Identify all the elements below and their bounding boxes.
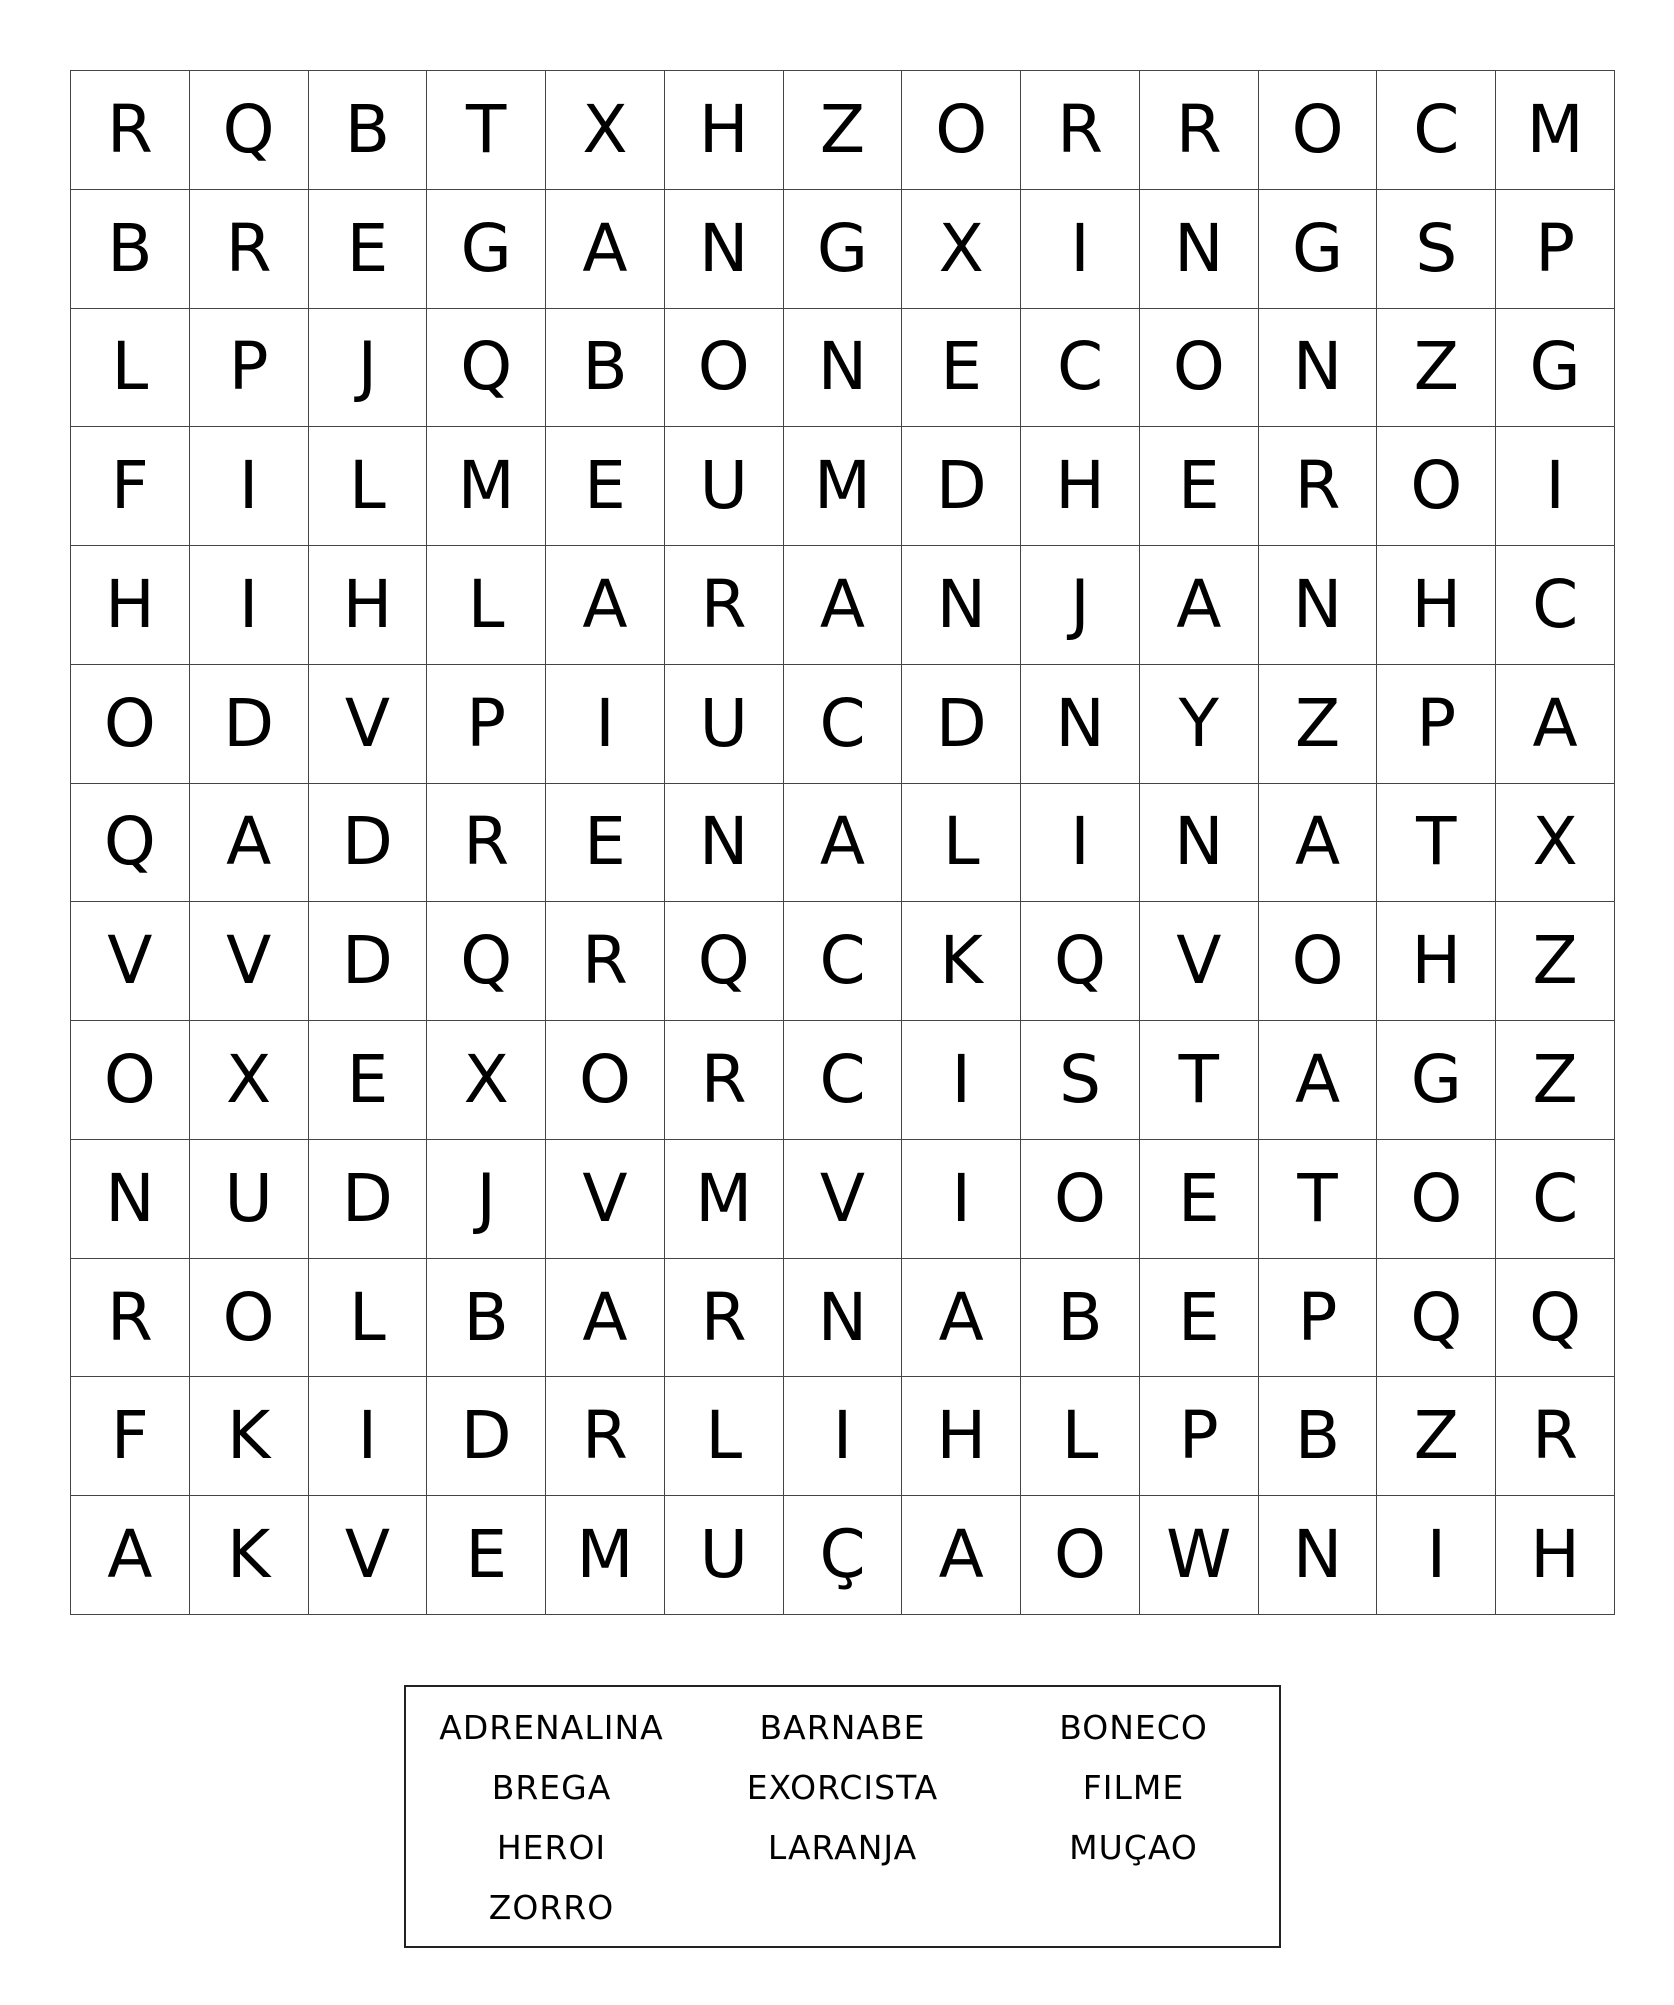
grid-cell[interactable]: C (1496, 546, 1615, 665)
grid-cell[interactable]: R (1140, 71, 1259, 190)
grid-cell[interactable]: N (665, 784, 784, 903)
word-list-item: EXORCISTA (746, 1767, 939, 1807)
grid-cell[interactable]: I (190, 546, 309, 665)
grid-cell[interactable]: Ç (784, 1496, 903, 1615)
grid-cell[interactable]: E (1140, 427, 1259, 546)
grid-cell[interactable]: H (1377, 546, 1496, 665)
grid-cell[interactable]: Z (1496, 1021, 1615, 1140)
grid-cell[interactable]: F (71, 1377, 190, 1496)
grid-cell[interactable]: X (1496, 784, 1615, 903)
grid-cell[interactable]: P (190, 309, 309, 428)
grid-cell[interactable]: B (546, 309, 665, 428)
grid-cell[interactable]: P (1377, 665, 1496, 784)
grid-cell[interactable]: Q (427, 902, 546, 1021)
grid-cell[interactable]: O (1259, 71, 1378, 190)
grid-cell[interactable]: R (665, 546, 784, 665)
grid-cell[interactable]: G (427, 190, 546, 309)
grid-cell[interactable]: A (546, 546, 665, 665)
grid-cell[interactable]: M (427, 427, 546, 546)
grid-cell[interactable]: N (784, 1259, 903, 1378)
grid-cell[interactable]: N (902, 546, 1021, 665)
grid-cell[interactable]: Z (1377, 309, 1496, 428)
grid-cell[interactable]: H (665, 71, 784, 190)
grid-cell[interactable]: O (902, 71, 1021, 190)
grid-cell[interactable]: Y (1140, 665, 1259, 784)
grid-cell[interactable]: I (902, 1021, 1021, 1140)
grid-cell[interactable]: A (1496, 665, 1615, 784)
grid-cell[interactable]: L (427, 546, 546, 665)
grid-cell[interactable]: Q (1021, 902, 1140, 1021)
grid-cell[interactable]: G (784, 190, 903, 309)
grid-cell[interactable]: Z (1496, 902, 1615, 1021)
grid-cell[interactable]: C (784, 902, 903, 1021)
grid-cell[interactable]: N (1140, 784, 1259, 903)
grid-cell[interactable]: U (665, 1496, 784, 1615)
grid-cell[interactable]: S (1021, 1021, 1140, 1140)
grid-cell[interactable]: V (309, 665, 428, 784)
grid-cell[interactable]: B (309, 71, 428, 190)
grid-cell[interactable]: P (427, 665, 546, 784)
grid-cell[interactable]: T (1377, 784, 1496, 903)
grid-cell[interactable]: Q (1496, 1259, 1615, 1378)
grid-cell[interactable]: Q (1377, 1259, 1496, 1378)
grid-cell[interactable]: A (71, 1496, 190, 1615)
word-list (404, 1685, 1281, 1948)
letter-grid (70, 70, 1615, 1615)
grid-cell[interactable]: H (309, 546, 428, 665)
grid-cell[interactable]: A (546, 1259, 665, 1378)
grid-cell[interactable]: N (665, 190, 784, 309)
grid-cell[interactable]: D (309, 784, 428, 903)
grid-cell[interactable]: R (546, 1377, 665, 1496)
grid-cell[interactable]: O (665, 309, 784, 428)
grid-cell[interactable]: E (1140, 1140, 1259, 1259)
grid-cell[interactable]: H (1021, 427, 1140, 546)
grid-cell[interactable]: I (902, 1140, 1021, 1259)
grid-cell[interactable]: D (902, 427, 1021, 546)
grid-cell[interactable]: G (1259, 190, 1378, 309)
grid-cell[interactable]: Z (1259, 665, 1378, 784)
word-list-item: ZORRO (488, 1887, 615, 1927)
grid-cell[interactable]: D (902, 665, 1021, 784)
grid-cell[interactable]: K (190, 1496, 309, 1615)
grid-cell[interactable]: K (902, 902, 1021, 1021)
grid-cell[interactable]: N (784, 309, 903, 428)
grid-cell[interactable]: E (902, 309, 1021, 428)
grid-cell[interactable]: R (1496, 1377, 1615, 1496)
grid-cell[interactable]: O (71, 665, 190, 784)
grid-cell[interactable]: T (1140, 1021, 1259, 1140)
grid-cell[interactable]: H (1377, 902, 1496, 1021)
grid-cell[interactable]: A (546, 190, 665, 309)
grid-cell[interactable]: R (427, 784, 546, 903)
grid-cell[interactable]: E (427, 1496, 546, 1615)
grid-cell[interactable]: E (546, 427, 665, 546)
word-list-item: ADRENALINA (439, 1707, 664, 1747)
grid-cell[interactable]: M (546, 1496, 665, 1615)
grid-cell[interactable]: N (1259, 309, 1378, 428)
grid-cell[interactable]: R (71, 71, 190, 190)
grid-cell[interactable]: M (665, 1140, 784, 1259)
grid-cell[interactable]: G (1377, 1021, 1496, 1140)
grid-cell[interactable]: P (1259, 1259, 1378, 1378)
grid-cell[interactable]: L (71, 309, 190, 428)
grid-cell[interactable]: Z (784, 71, 903, 190)
grid-cell[interactable]: X (546, 71, 665, 190)
grid-cell[interactable]: V (309, 1496, 428, 1615)
grid-cell[interactable]: C (784, 665, 903, 784)
grid-cell[interactable]: E (1140, 1259, 1259, 1378)
grid-cell[interactable]: V (1140, 902, 1259, 1021)
grid-cell[interactable]: A (1259, 1021, 1378, 1140)
grid-cell[interactable]: X (902, 190, 1021, 309)
grid-cell[interactable]: V (190, 902, 309, 1021)
grid-cell[interactable]: S (1377, 190, 1496, 309)
grid-cell[interactable]: I (1496, 427, 1615, 546)
grid-cell[interactable]: R (546, 902, 665, 1021)
grid-cell[interactable]: O (1377, 1140, 1496, 1259)
grid-cell[interactable]: L (309, 1259, 428, 1378)
grid-cell[interactable]: U (665, 427, 784, 546)
word-list-item: LARANJA (767, 1827, 918, 1867)
word-list-item: HEROI (496, 1827, 607, 1867)
grid-cell[interactable]: O (1140, 309, 1259, 428)
grid-cell[interactable]: L (1021, 1377, 1140, 1496)
grid-cell[interactable]: A (784, 546, 903, 665)
grid-cell[interactable]: B (1259, 1377, 1378, 1496)
grid-cell[interactable]: U (190, 1140, 309, 1259)
grid-cell[interactable]: V (784, 1140, 903, 1259)
grid-cell[interactable]: R (190, 190, 309, 309)
grid-cell[interactable]: O (546, 1021, 665, 1140)
grid-cell[interactable]: V (71, 902, 190, 1021)
grid-cell[interactable]: O (1259, 902, 1378, 1021)
word-list-item: BARNABE (759, 1707, 926, 1747)
grid-cell[interactable]: A (784, 784, 903, 903)
grid-cell[interactable]: I (1377, 1496, 1496, 1615)
grid-cell[interactable]: B (427, 1259, 546, 1378)
grid-cell[interactable]: F (71, 427, 190, 546)
grid-cell[interactable]: V (546, 1140, 665, 1259)
grid-cell[interactable]: D (309, 1140, 428, 1259)
grid-cell[interactable]: B (71, 190, 190, 309)
grid-cell[interactable]: P (1496, 190, 1615, 309)
grid-cell[interactable]: O (1377, 427, 1496, 546)
grid-cell[interactable]: N (1021, 665, 1140, 784)
grid-cell[interactable]: A (1259, 784, 1378, 903)
grid-cell[interactable]: A (902, 1496, 1021, 1615)
grid-cell[interactable]: M (784, 427, 903, 546)
grid-cell[interactable]: I (309, 1377, 428, 1496)
grid-cell[interactable]: O (190, 1259, 309, 1378)
grid-cell[interactable]: D (190, 665, 309, 784)
grid-cell[interactable]: D (309, 902, 428, 1021)
grid-cell[interactable]: R (1021, 71, 1140, 190)
grid-cell[interactable]: Q (190, 71, 309, 190)
grid-cell[interactable]: T (427, 71, 546, 190)
grid-cell[interactable]: X (427, 1021, 546, 1140)
grid-cell[interactable]: L (309, 427, 428, 546)
grid-cell[interactable]: O (71, 1021, 190, 1140)
grid-cell[interactable]: O (1021, 1496, 1140, 1615)
grid-cell[interactable]: G (1496, 309, 1615, 428)
grid-cell[interactable]: Q (71, 784, 190, 903)
grid-cell[interactable]: U (665, 665, 784, 784)
grid-cell[interactable]: E (309, 190, 428, 309)
grid-cell[interactable]: E (309, 1021, 428, 1140)
grid-cell[interactable]: C (1021, 309, 1140, 428)
grid-cell[interactable]: I (190, 427, 309, 546)
grid-cell[interactable]: Q (665, 902, 784, 1021)
word-list-item: MUÇAO (1069, 1827, 1198, 1867)
grid-cell[interactable]: L (665, 1377, 784, 1496)
grid-cell[interactable]: J (427, 1140, 546, 1259)
grid-cell[interactable]: J (309, 309, 428, 428)
grid-cell[interactable]: C (1377, 71, 1496, 190)
grid-cell[interactable]: I (784, 1377, 903, 1496)
grid-cell[interactable]: X (190, 1021, 309, 1140)
grid-cell[interactable]: R (665, 1259, 784, 1378)
grid-cell[interactable]: N (1259, 1496, 1378, 1615)
grid-cell[interactable]: A (1140, 546, 1259, 665)
grid-cell[interactable]: T (1259, 1140, 1378, 1259)
grid-cell[interactable]: R (71, 1259, 190, 1378)
grid-cell[interactable]: K (190, 1377, 309, 1496)
grid-cell[interactable]: R (1259, 427, 1378, 546)
grid-cell[interactable]: L (902, 784, 1021, 903)
grid-cell[interactable]: Q (427, 309, 546, 428)
grid-cell[interactable]: Z (1377, 1377, 1496, 1496)
word-list-item: BONECO (1059, 1707, 1208, 1747)
grid-cell[interactable]: J (1021, 546, 1140, 665)
grid-cell[interactable]: H (902, 1377, 1021, 1496)
grid-cell[interactable]: C (1496, 1140, 1615, 1259)
grid-cell[interactable]: R (665, 1021, 784, 1140)
word-list-item: FILME (1082, 1767, 1185, 1807)
grid-cell[interactable]: H (71, 546, 190, 665)
grid-cell[interactable]: O (1021, 1140, 1140, 1259)
grid-cell[interactable]: H (1496, 1496, 1615, 1615)
grid-cell[interactable]: W (1140, 1496, 1259, 1615)
grid-cell[interactable]: N (71, 1140, 190, 1259)
grid-cell[interactable]: N (1259, 546, 1378, 665)
grid-cell[interactable]: N (1140, 190, 1259, 309)
word-list-item: BREGA (491, 1767, 612, 1807)
grid-cell[interactable]: A (190, 784, 309, 903)
grid-cell[interactable]: E (546, 784, 665, 903)
grid-cell[interactable]: I (546, 665, 665, 784)
grid-cell[interactable]: D (427, 1377, 546, 1496)
grid-cell[interactable]: I (1021, 784, 1140, 903)
grid-cell[interactable]: I (1021, 190, 1140, 309)
grid-cell[interactable]: B (1021, 1259, 1140, 1378)
grid-cell[interactable]: C (784, 1021, 903, 1140)
grid-cell[interactable]: M (1496, 71, 1615, 190)
grid-cell[interactable]: A (902, 1259, 1021, 1378)
grid-cell[interactable]: P (1140, 1377, 1259, 1496)
